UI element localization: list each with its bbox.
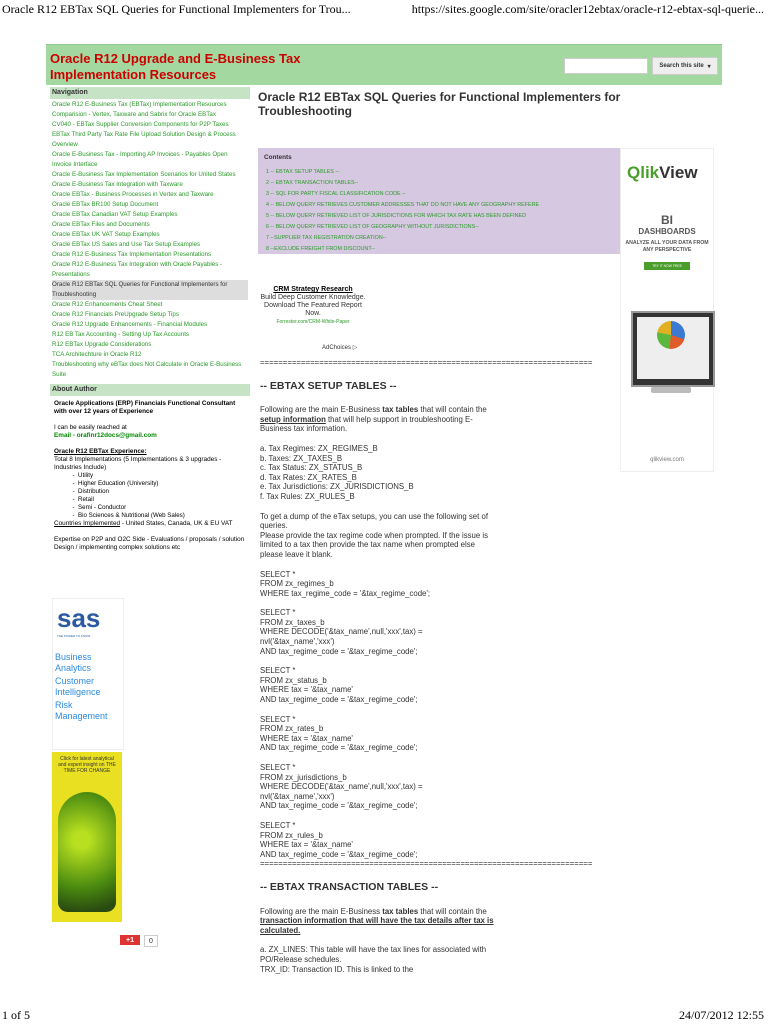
sas-ad[interactable] [52, 598, 124, 750]
about-exp-heading: Oracle R12 EBTax Experience: [54, 448, 147, 455]
sidebar-nav-item[interactable]: R12 EBTax Upgrade Considerations [52, 341, 152, 348]
about-heading: About Author [50, 384, 250, 396]
nav-heading: Navigation [50, 87, 250, 99]
txn-intro-c: that will contain the [418, 906, 487, 916]
sql-query: SELECT * FROM zx_rules_b WHERE tax = '&tax_name' AND tax_regime_code = '&tax_regime_code'; [260, 820, 418, 859]
industry-item: - Retail [78, 496, 246, 504]
analytics-ad-text: Click for latest analytical and expert insight on THE TIME FOR CHANGE [58, 756, 116, 774]
setup-heading: -- EBTAX SETUP TABLES -- [260, 379, 397, 392]
qlikview-logo [627, 163, 713, 183]
sidebar-nav-item[interactable]: R12 EB Tax Accounting - Setting Up Tax Accounts [52, 331, 190, 338]
industry-item: - Utility [78, 472, 246, 480]
search-button[interactable] [652, 57, 718, 75]
about-intro: Oracle Applications (ERP) Financials Functional Consultant with over 12 years of Experience [54, 400, 236, 415]
sidebar-nav-item[interactable]: Oracle R12 E-Business Tax (EBTax) Implementation Resources [52, 101, 227, 108]
print-header [0, 0, 768, 18]
sidebar-nav-item[interactable]: Oracle R12 E-Business Tax Implementation Presentations [52, 251, 212, 258]
site-header [46, 44, 722, 85]
transaction-intro [260, 907, 500, 936]
print-datetime: 24/07/2012 12:55 [678, 1008, 764, 1022]
qlik-try-button[interactable]: TRY IT NOW FREE [644, 262, 690, 270]
toc-heading: Contents [264, 154, 292, 161]
sidebar [50, 87, 250, 552]
setup-table-list: a. Tax Regimes: ZX_REGIMES_B b. Taxes: ZX_TAXES_B c. Tax Status: ZX_STATUS_B d. Tax Rates: ZX_RATES_B e. Tax Jurisdictions: ZX_JURISDICTIONS_B f. Tax Rules: ZX_RULES_B [260, 443, 414, 501]
toc-link[interactable]: 3 -- SQL FOR PARTY FISCAL CLASSIFICATION CODE -- [266, 191, 406, 197]
sas-words [55, 652, 123, 722]
sidebar-nav-item[interactable]: Oracle EBTax UK VAT Setup Examples [52, 231, 160, 238]
page-number: 1 of 5 [2, 1008, 30, 1022]
sidebar-nav-item[interactable]: Oracle EBTax US Sales and Use Tax Setup Examples [52, 241, 201, 248]
qlik-logo-a: Qlik [627, 163, 660, 182]
qlik-dashboards: DASHBOARDS [638, 227, 696, 236]
sql-query: SELECT * FROM zx_regimes_b WHERE tax_regime_code = '&tax_regime_code'; [260, 569, 431, 598]
sidebar-nav-item[interactable]: Oracle R12 E-Business Tax Integration with Oracle Payables - Presentations [52, 261, 223, 278]
separator: ========================================================================= [260, 358, 593, 367]
sidebar-nav-item[interactable]: Oracle E-Business Tax - Importing AP Invoices - Payables Open Invoice Interface [52, 151, 228, 168]
qlikview-ad[interactable] [620, 148, 714, 472]
setup-intro [260, 405, 500, 434]
print-footer [0, 1006, 768, 1024]
industry-item: - Distribution [78, 488, 246, 496]
search-button-label: Search this site [659, 63, 704, 69]
separator: ========================================================================= [260, 859, 593, 869]
sidebar-nav-item[interactable]: Oracle E-Business Tax Integration with Taxware [52, 181, 183, 188]
sql-query: SELECT * FROM zx_status_b WHERE tax = '&tax_name' AND tax_regime_code = '&tax_regime_code'; [260, 666, 418, 705]
dump-instructions: To get a dump of the eTax setups, you can use the following set of queries. Please provide the tax regime code when prompted. If the issue is limited to a tax then provide the tax name when prompted else please leave it blank. [260, 511, 488, 559]
chevron-down-icon: ▾ [707, 63, 711, 70]
sidebar-nav-item[interactable]: Comparision - Vertex, Taxware and Sabrix for Oracle EBTax [52, 111, 216, 118]
txn-intro-b: tax tables [382, 906, 419, 916]
search-input[interactable] [564, 58, 648, 74]
about-exp-text: Total 8 Implementations (5 Implementations & 3 upgrades - Industries Include) [54, 456, 222, 471]
print-title: Oracle R12 EBTax SQL Queries for Functional Implementers for Trou... [2, 2, 351, 16]
crm-ad-url[interactable]: Forrester.com/CRM-White-Paper [276, 319, 350, 325]
sidebar-nav-item[interactable]: CV040 - EBTax Supplier Conversion Components for P2P Taxes [52, 121, 229, 128]
setup-intro-e: that will help support in troubleshooting E-Business tax information. [260, 414, 473, 434]
toc-link[interactable]: 1 -- EBTAX SETUP TABLES -- [266, 169, 339, 175]
crm-ad-title[interactable]: CRM Strategy Research [273, 286, 353, 293]
sidebar-nav-item[interactable]: Oracle EBTax Files and Documents [52, 221, 150, 228]
industries-list [54, 472, 246, 520]
sidebar-nav-item[interactable]: Oracle EBTax BR100 Setup Document [52, 201, 159, 208]
transaction-heading: -- EBTAX TRANSACTION TABLES -- [260, 880, 439, 893]
toc-list [266, 167, 622, 254]
monitor-stand [651, 387, 691, 393]
sas-tagline: THE POWER TO KNOW [57, 634, 91, 638]
plus-one-count: 0 [144, 935, 158, 947]
countries-text: - United States, Canada, UK & EU VAT [120, 520, 233, 527]
sql-query: SELECT * FROM zx_rates_b WHERE tax = '&tax_name' AND tax_regime_code = '&tax_regime_code'; [260, 714, 418, 753]
txn-intro-a: Following are the main E-Business [260, 906, 383, 916]
adchoices-icon: ▷ [352, 345, 358, 351]
toc-link[interactable]: 8 --EXCLUDE FREIGHT FROM DISCOUNT-- [266, 246, 375, 252]
sidebar-nav-item[interactable]: Oracle EBTax - Business Processes in Vertex and Taxware [52, 191, 214, 198]
industry-item: - Semi - Conductor [78, 504, 246, 512]
adchoices-label[interactable] [322, 344, 357, 351]
site-title[interactable]: Oracle R12 Upgrade and E-Business Tax Implementation Resources [50, 51, 301, 82]
sql-blocks [260, 570, 716, 860]
txn-intro-d: transaction information that will have the tax details after tax is calculated. [260, 916, 494, 935]
analytics-ad[interactable] [52, 752, 122, 922]
print-url[interactable]: https://sites.google.com/site/oracler12ebtax/oracle-r12-ebtax-sql-querie... [411, 2, 764, 16]
sidebar-nav-item[interactable]: TCA Architechture in Oracle R12 [52, 351, 142, 358]
crm-ad[interactable] [260, 286, 366, 326]
qlik-analyze: ANALYZE ALL YOUR DATA FROM ANY PERSPECTIVE [625, 240, 709, 253]
sas-word: Customer Intelligence [55, 676, 101, 697]
transaction-list: a. ZX_LINES: This table will have the tax lines for associated with PO/Release schedules. TRX_ID: Transaction ID. This is linked to the [260, 945, 487, 974]
setup-intro-b: tax tables [382, 405, 419, 415]
toc-link[interactable]: 7 --SUPPLIER TAX REGISTRATION CREATION-- [266, 235, 387, 241]
about-email[interactable]: Email - orafinr12docs@gmail.com [54, 432, 157, 439]
table-of-contents [258, 148, 622, 254]
industry-item: - Higher Education (University) [78, 480, 246, 488]
toc-link[interactable]: 6 -- BELOW QUERY RETRIEVED LIST OF GEOGRAPHY WITHOUT JURISDICTIONS-- [266, 224, 479, 230]
head-image [58, 792, 116, 912]
industry-item: - Bio Sciences & Nutritional (Web Sales) [78, 512, 246, 520]
sidebar-nav-item[interactable]: Oracle R12 Enhancements Cheat Sheet [52, 301, 163, 308]
sidebar-nav-item[interactable]: Oracle EBTax Canadian VAT Setup Examples [52, 211, 178, 218]
sql-query: SELECT * FROM zx_jurisdictions_b WHERE DECODE('&tax_name',null,'xxx',tax) = nvl('&tax_name','xxx') AND tax_regime_code = '&tax_regime_code'; [260, 763, 423, 811]
sidebar-nav-item[interactable]: Oracle R12 Financials PreUpgrade Setup Tips [52, 311, 179, 318]
about-reach: I can be easily reached at [54, 424, 127, 431]
setup-intro-a: Following are the main E-Business [260, 405, 383, 415]
sas-word: Business Analytics [55, 652, 92, 673]
sidebar-nav-item[interactable]: Oracle E-Business Tax Implementation Scenarios for United States [52, 171, 236, 178]
sidebar-nav-item[interactable]: EBTax Third Party Tax Rate File Upload Solution Design & Process Overview [52, 131, 236, 148]
qlik-bi: BI [661, 213, 673, 227]
plus-one-button[interactable]: +1 [120, 935, 140, 945]
sidebar-nav-item[interactable]: Oracle R12 Upgrade Enhancements - Financial Modules [52, 321, 208, 328]
nav-list [50, 99, 250, 380]
sas-word: Risk Management [55, 700, 108, 721]
setup-intro-d: setup information [260, 414, 326, 424]
about-expertise: Expertise on P2P and O2C Side - Evaluations / proposals / solution Design / implementing complex solutions etc [54, 536, 245, 551]
about-author [50, 396, 250, 552]
qlik-logo-b: View [659, 163, 698, 182]
toc-link[interactable]: 5 -- BELOW QUERY RETRIEVED LIST OF JURISDICTIONS FOR WHICH TAX RATE HAS BEEN DEFINED [266, 213, 526, 219]
plus-one-widget [120, 935, 158, 947]
qlik-domain: qlikview.com [650, 457, 684, 463]
page-title: Oracle R12 EBTax SQL Queries for Functional Implementers for Troubleshooting [258, 90, 621, 118]
sql-query: SELECT * FROM zx_taxes_b WHERE DECODE('&tax_name',null,'xxx',tax) = nvl('&tax_name','xxx') AND tax_regime_code = '&tax_regime_code'; [260, 608, 423, 656]
sidebar-nav-item[interactable]: Oracle R12 EBTax SQL Queries for Functional Implementers for Troubleshooting [52, 280, 248, 300]
adchoices-text: AdChoices [322, 345, 352, 351]
crm-ad-body: Build Deep Customer Knowledge. Download The Featured Report Now. [260, 294, 366, 317]
sas-logo: sas [57, 603, 101, 633]
toc-link[interactable]: 2 -- EBTAX TRANSACTION TABLES-- [266, 180, 359, 186]
setup-intro-c: that will contain the [418, 405, 487, 415]
toc-link[interactable]: 4 -- BELOW QUERY RETRIEVES CUSTOMER ADDRESSES THAT DO NOT HAVE ANY GEOGRAPHY REFERE [266, 202, 540, 208]
countries-label: Countries Implemented [54, 520, 121, 527]
sidebar-nav-item[interactable]: Troubleshooting why eBTax does Not Calculate in Oracle E-Business Suite [52, 361, 242, 378]
monitor-image [631, 311, 715, 387]
